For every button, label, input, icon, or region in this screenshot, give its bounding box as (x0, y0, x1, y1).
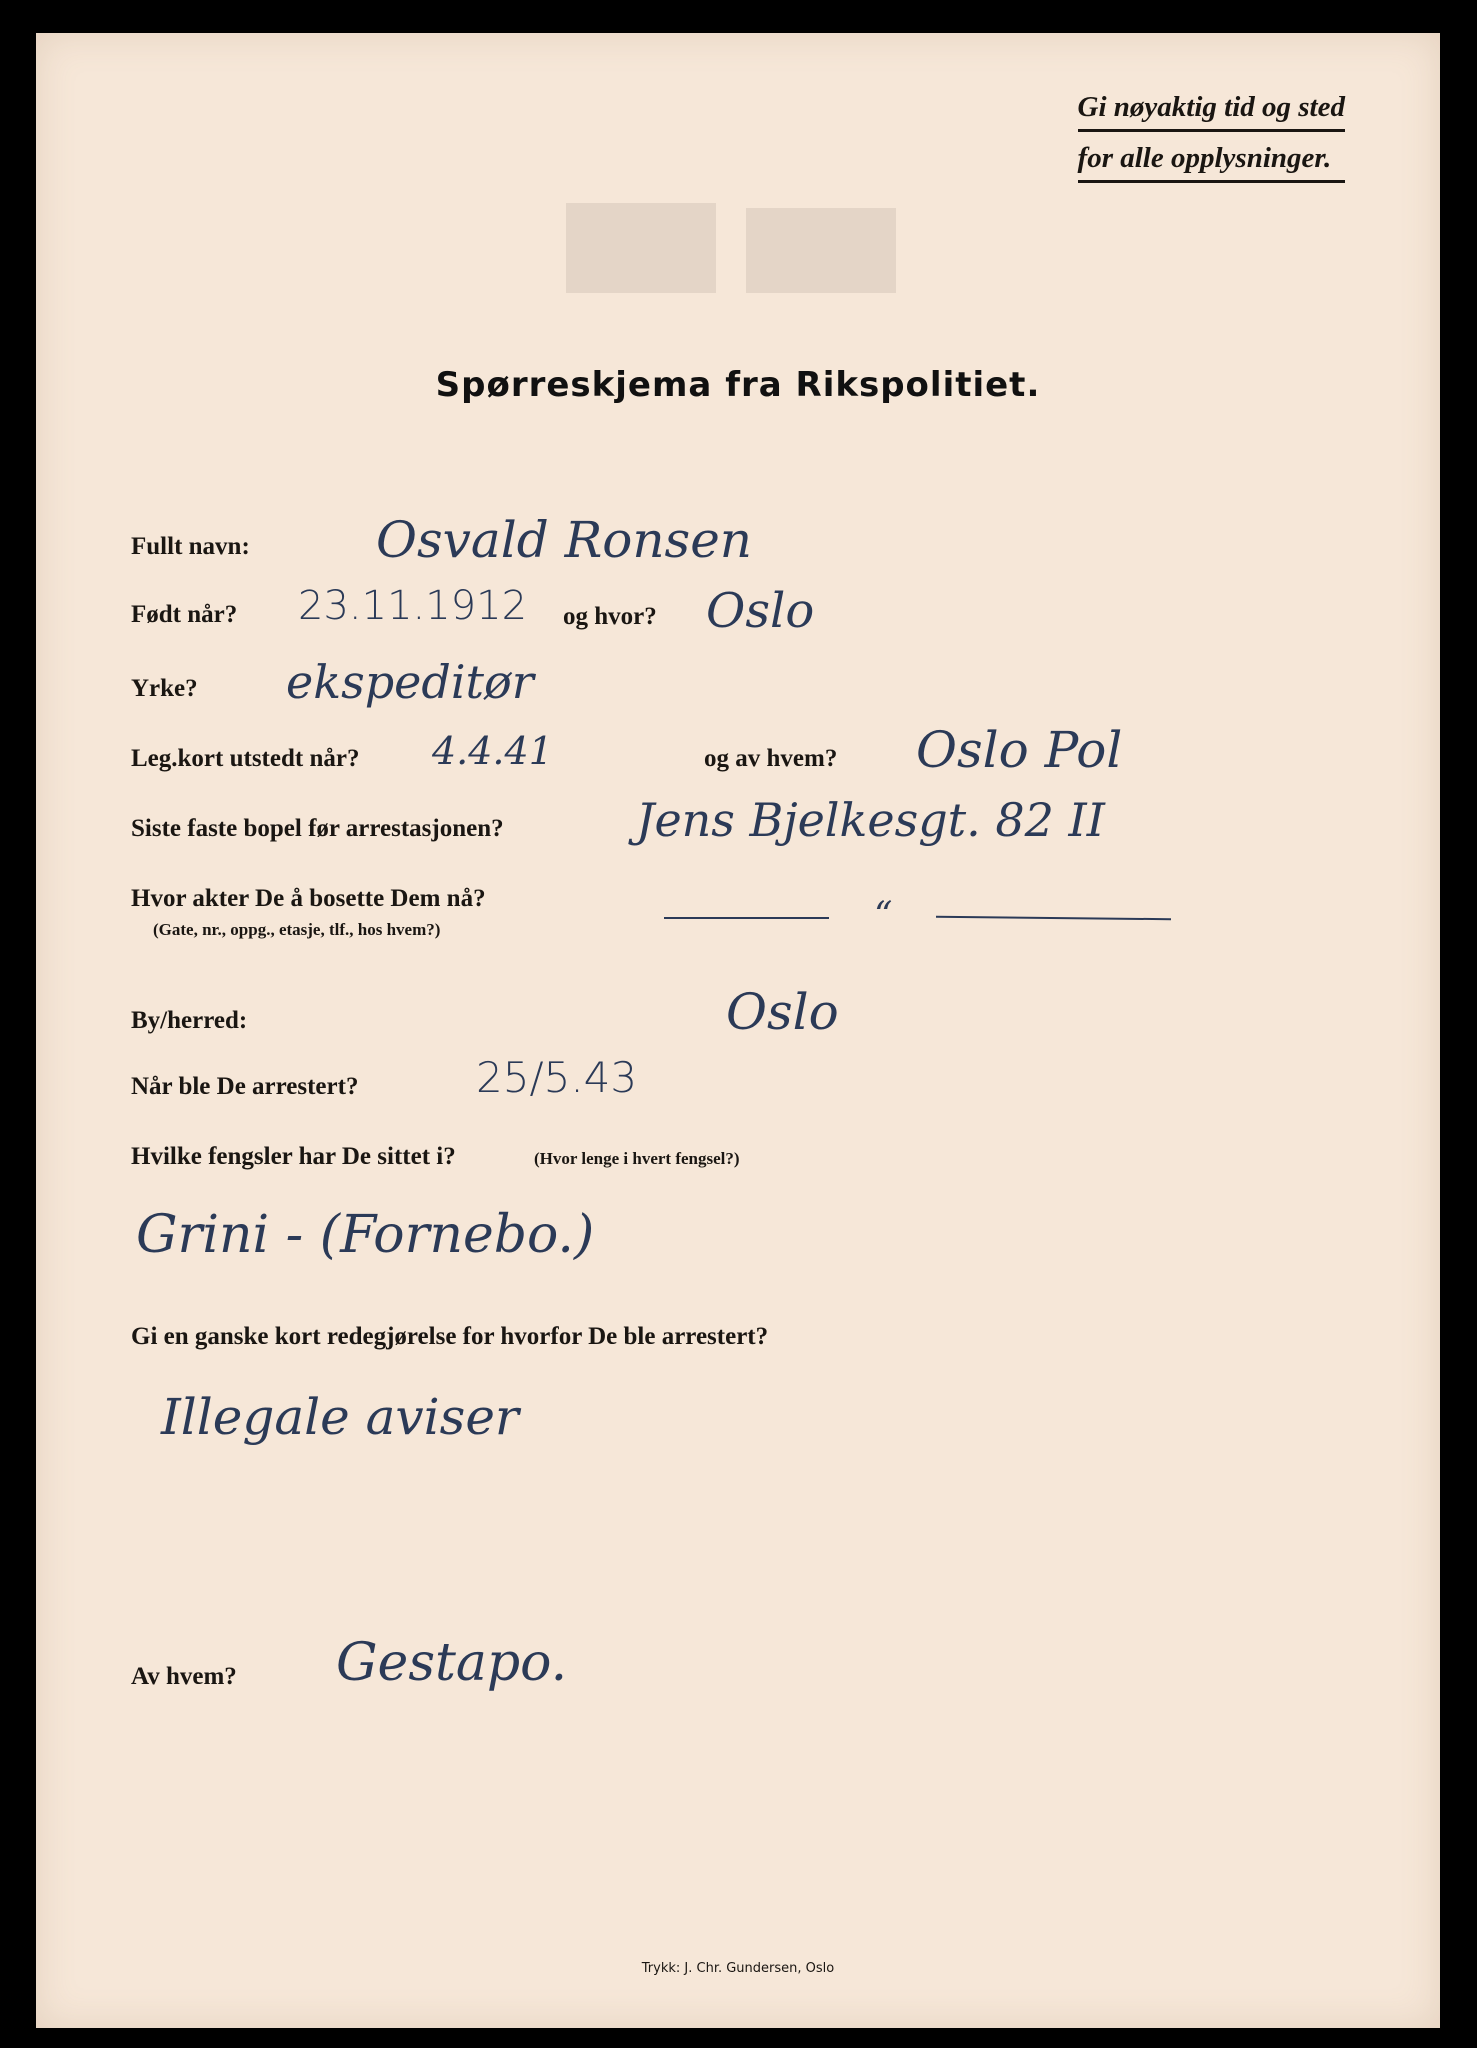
arrested-value: 25/5.43 (476, 1053, 638, 1102)
reason-label: Gi en ganske kort redegjørelse for hvorfor De ble arrestert? (131, 1323, 769, 1350)
settle-sublabel: (Gate, nr., oppg., etasje, tlf., hos hvem?) (153, 920, 441, 939)
reason-value: Illegale aviser (161, 1388, 519, 1446)
prisons-label: Hvilke fengsler har De sittet i? (131, 1143, 456, 1170)
born-where-label: og hvor? (563, 603, 657, 630)
born-where-value: Oslo (706, 583, 815, 639)
form-sheet (36, 33, 1440, 2028)
instruction-note (1078, 91, 1345, 193)
arrested-label: Når ble De arrestert? (131, 1073, 359, 1100)
id-card-value: 4.4.41 (432, 729, 553, 773)
name-value: Osvald Ronsen (376, 511, 753, 569)
prisons-sublabel: (Hvor lenge i hvert fengsel?) (534, 1149, 740, 1168)
address-label: Siste faste bopel før arrestasjonen? (131, 815, 504, 842)
bleed-through-mark (746, 208, 896, 293)
instruction-line-2: for alle opplysninger. (1078, 142, 1345, 183)
name-label: Fullt navn: (131, 533, 250, 560)
settle-dash-left (664, 917, 829, 919)
form-title: Spørreskjema fra Rikspolitiet. (435, 365, 1041, 405)
settle-label: Hvor akter De å bosette Dem nå? (131, 885, 486, 912)
instruction-line-1: Gi nøyaktig tid og sted (1078, 91, 1345, 132)
by-whom-value: Gestapo. (336, 1633, 568, 1693)
born-value: 23.11.1912 (298, 583, 528, 629)
address-value: Jens Bjelkesgt. 82 II (636, 793, 1105, 847)
id-card-label: Leg.kort utstedt når? (131, 745, 360, 772)
city-label: By/herred: (131, 1007, 248, 1034)
city-value: Oslo (726, 983, 839, 1041)
bleed-through-mark (566, 203, 716, 293)
id-card-by-label: og av hvem? (704, 745, 838, 772)
born-label: Født når? (131, 601, 238, 628)
job-label: Yrke? (131, 675, 198, 702)
id-card-by-value: Oslo Pol (916, 721, 1123, 779)
job-value: ekspeditør (286, 655, 534, 709)
settle-dash-right (936, 916, 1171, 920)
by-whom-label: Av hvem? (131, 1663, 237, 1690)
settle-value: “ (874, 895, 893, 936)
prisons-value: Grini - (Fornebo.) (136, 1205, 595, 1265)
printer-credit: Trykk: J. Chr. Gundersen, Oslo (641, 1961, 835, 1976)
